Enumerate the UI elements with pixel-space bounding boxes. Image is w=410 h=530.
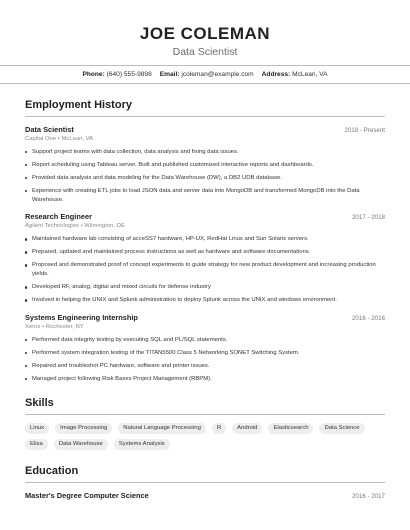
section-heading-skills: Skills xyxy=(25,396,385,415)
email-label: Email: xyxy=(159,71,180,78)
job-bullet: Involved in helping the UNIX and Splunk administration to deploy Splunk across the UNIX and windows environment. xyxy=(25,296,385,305)
job-bullet: Performed system integration testing of the TITAN5500 Class 5 Networking SONET Switching System. xyxy=(25,349,385,358)
skill-tag: Image Processing xyxy=(55,423,112,434)
skill-tag: Natural Language Processing xyxy=(118,423,206,434)
education-entry xyxy=(25,491,385,500)
candidate-title: Data Scientist xyxy=(172,46,238,58)
job-bullet: Maintained hardware lab consisting of acceSS7 hardware, HP-UX, RedHat Linux and Sun Solaris servers. xyxy=(25,235,385,244)
job-bullet: Repaired and troubleshot PC hardware, software and printer issues. xyxy=(25,362,385,371)
degree-dates: 2016 - 2017 xyxy=(351,492,385,500)
job-dates: 2016 - 2016 xyxy=(351,314,385,322)
contact-bar xyxy=(0,65,410,84)
job-bullet: Developed RF, analog, digital and mixed circuits for defense industry xyxy=(25,283,385,292)
job-entry xyxy=(25,125,385,204)
address-value: McLean, VA xyxy=(292,71,328,78)
job-company: Xerox • Rochester, NY xyxy=(25,323,84,330)
skill-tag: Data Warehouse xyxy=(54,439,108,450)
skill-tag: Systems Analysis xyxy=(114,439,170,450)
job-bullet: Proposed and demonstrated proof of concept experiments to guide strategy for new product development and increasing production yields. xyxy=(25,261,385,278)
job-dates: 2017 - 2018 xyxy=(351,214,385,222)
skill-tag: Data Science xyxy=(319,423,364,434)
job-dates: 2018 - Present xyxy=(344,127,385,134)
skill-tag: Linux xyxy=(25,423,49,434)
section-heading-employment: Employment History xyxy=(25,98,385,117)
skills-section xyxy=(25,396,385,450)
job-bullet: Performed data integrity testing by executing SQL and PL/SQL statements. xyxy=(25,336,385,345)
job-entry xyxy=(25,313,385,384)
email-value[interactable]: jcoleman@example.com xyxy=(181,71,254,78)
skill-tag: Elisa xyxy=(25,439,48,450)
job-title: Systems Engineering Internship xyxy=(25,312,138,322)
degree-title: Master's Degree Computer Science xyxy=(25,490,149,500)
job-entry xyxy=(25,212,385,304)
employment-section xyxy=(25,98,385,384)
job-bullet: Support project teams with data collection, data analysis and fixing data issues. xyxy=(25,148,385,157)
phone-value[interactable]: (640) 555-9898 xyxy=(106,71,152,78)
contact-address xyxy=(262,71,328,78)
address-label: Address: xyxy=(261,71,291,78)
contact-email xyxy=(160,71,254,78)
job-company: Agilent Technologies • Wilmington, DE xyxy=(25,223,125,230)
skill-tag: Android xyxy=(232,423,262,434)
contact-phone xyxy=(82,71,151,78)
skill-tag: Elasticsearch xyxy=(268,423,313,434)
job-title: Data Scientist xyxy=(25,125,74,134)
job-bullet: Report scheduling using Tableau server. Built and published customized interactive reports and dashboards. xyxy=(25,161,385,170)
job-bullet: Experience with creating ETL jobs to load JSON data and server data into MongoDB and transformed MongoDB into the Data Warehouse. xyxy=(25,187,385,204)
job-company: Capital One • McLean, VA xyxy=(25,136,94,142)
job-bullet: Provided data analysis and data modeling for the Data Warehouse (DW), a DB2 UDB database. xyxy=(25,174,385,183)
section-heading-education: Education xyxy=(25,464,385,483)
job-title: Research Engineer xyxy=(25,212,92,222)
phone-label: Phone: xyxy=(82,71,105,78)
job-bullet: Prepared, updated and maintained process instructions as well as hardware and software documentations. xyxy=(25,248,385,257)
resume-header xyxy=(0,0,410,59)
candidate-name: JOE COLEMAN xyxy=(139,24,271,43)
job-bullet: Managed project following Risk Bases Project Management (RBPM). xyxy=(25,375,385,384)
resume-body xyxy=(25,98,385,500)
skill-tag: R xyxy=(212,423,226,434)
education-section xyxy=(25,464,385,500)
skill-list xyxy=(25,423,385,450)
